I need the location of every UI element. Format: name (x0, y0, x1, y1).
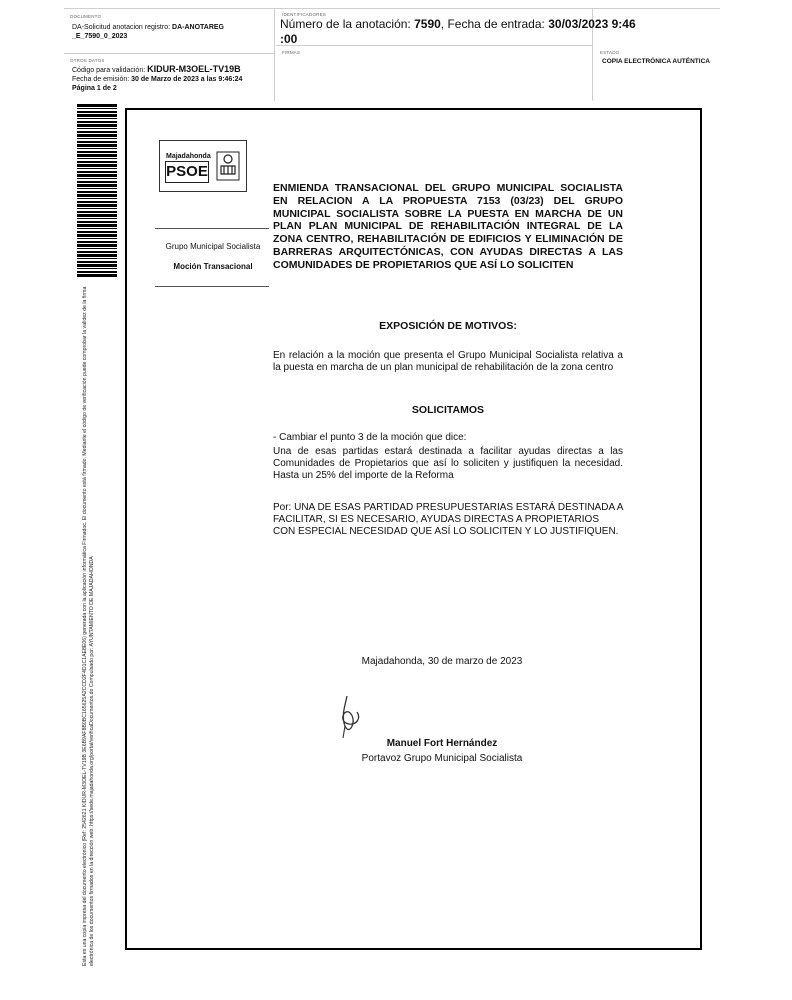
otros-label: OTROS DATOS (70, 58, 105, 63)
vertical-verification-note: Esta es una copia impresa del documento electrónico (Ref: 2542621 KIDUR-M3OEL-TV19B 3E6B9AF8B0BC165625A2CCD2F4D1C1AE8E06) generada con la aplicación informática Firmadoc. El documento está firmado. Mediante el código de verificación puede comprobar la validez de la firma electrónica de los documentos firmados en la dirección web: https://sede.majadahonda.org/portal/verificaDocumentos.do Compulsado por: AYUNTAMIENTO DE MAJADAHONDA (82, 286, 95, 966)
annotation-number: 7590 (414, 17, 441, 31)
annotation-line: Número de la anotación: 7590, Fecha de entrada: 30/03/2023 9:46 :00 (280, 17, 636, 46)
scanned-page (125, 108, 702, 950)
identificadores-label: IDENTIFICADORES (282, 12, 327, 17)
entry-date: 30/03/2023 9:46 (548, 17, 636, 31)
page-count: Página 1 de 2 (72, 85, 117, 92)
psoe-logo (159, 140, 247, 192)
side-rule-bottom (155, 286, 269, 287)
exposicion-heading: EXPOSICIÓN DE MOTIVOS: (379, 320, 517, 332)
document-title: ENMIENDA TRANSACIONAL DEL GRUPO MUNICIPAL SOCIALISTA EN RELACION A LA PROPUESTA 7153 (03/23) DEL GRUPO MUNICIPAL SOCIALISTA SOBRE LA PUESTA EN MARCHA DE UN PLAN PLAN MUNICIPAL DE REHABILITACIÓN INTEGRAL DE LA ZONA CENTRO, REHABILITACIÓN DE EDIFICIOS Y ELIMINACIÓN DE BARRERAS ARQUITECTÓNICAS, CON AYUDAS DIRECTAS A LAS COMUNIDADES DE PROPIETARIOS QUE ASÍ LO SOLICITEN (273, 182, 623, 271)
estado-label: ESTADO (600, 50, 620, 55)
logo-party: PSOE (165, 161, 209, 183)
firmas-label: FIRMAS (282, 50, 301, 55)
documento-cell (64, 9, 274, 54)
side-group-name: Grupo Municipal Socialista (165, 242, 261, 251)
change-instruction: - Cambiar el punto 3 de la moción que dice: (273, 432, 467, 443)
firmas-cell (276, 45, 592, 101)
logo-city: Majadahonda (166, 153, 211, 160)
side-motion-type: Moción Transacional (173, 262, 253, 271)
estado-cell (594, 45, 720, 101)
documento-value: DA-Solicitud anotacion registro: DA-ANOTAREG _E_7590_0_2023 (72, 24, 224, 40)
exposicion-text: En relación a la moción que presenta el Grupo Municipal Socialista relativa a la puesta en marcha de un plan municipal de rehabilitación de la zona centro (273, 350, 623, 373)
original-text: Una de esas partidas estará destinada a facilitar ayudas directas a las Comunidades de Propietarios que así lo soliciten y justifiquen la necesidad. Hasta un 25% del importe de la Reforma (273, 446, 623, 481)
header-right-column (594, 9, 720, 101)
documento-label: DOCUMENTO (70, 14, 102, 19)
header-left-column (64, 9, 275, 101)
signer-name: Manuel Fort Hernández (386, 738, 498, 749)
place-date: Majadahonda, 30 de marzo de 2023 (361, 656, 523, 667)
identificadores-cell (276, 9, 636, 46)
signer-role: Portavoz Grupo Municipal Socialista (361, 753, 523, 764)
otros-datos-cell (64, 53, 274, 101)
rose-fist-icon (216, 151, 240, 181)
side-rule-top (155, 228, 269, 229)
document-header (64, 8, 720, 101)
validation-code: KIDUR-M3OEL-TV19B (147, 64, 241, 74)
barcode-image (77, 104, 117, 278)
otros-value: Código para validación: KIDUR-M3OEL-TV19B Fecha de emisión: 30 de Marzo de 2023 a las 9:46:24 Página 1 de 2 (72, 64, 243, 92)
handwritten-signature (327, 692, 367, 740)
replacement-text: Por: UNA DE ESAS PARTIDAD PRESUPUESTARIAS ESTARÁ DESTINADA A FACILITAR, SI ES NECESARIO, AYUDAS DIRECTAS A PROPIETARIOS CON ESPECIAL NECESIDAD QUE ASÍ LO SOLICITEN Y LO JUSTIFIQUEN. (273, 502, 623, 537)
solicitamos-heading: SOLICITAMOS (411, 404, 485, 416)
estado-value: COPIA ELECTRÓNICA AUTÉNTICA (602, 58, 710, 65)
